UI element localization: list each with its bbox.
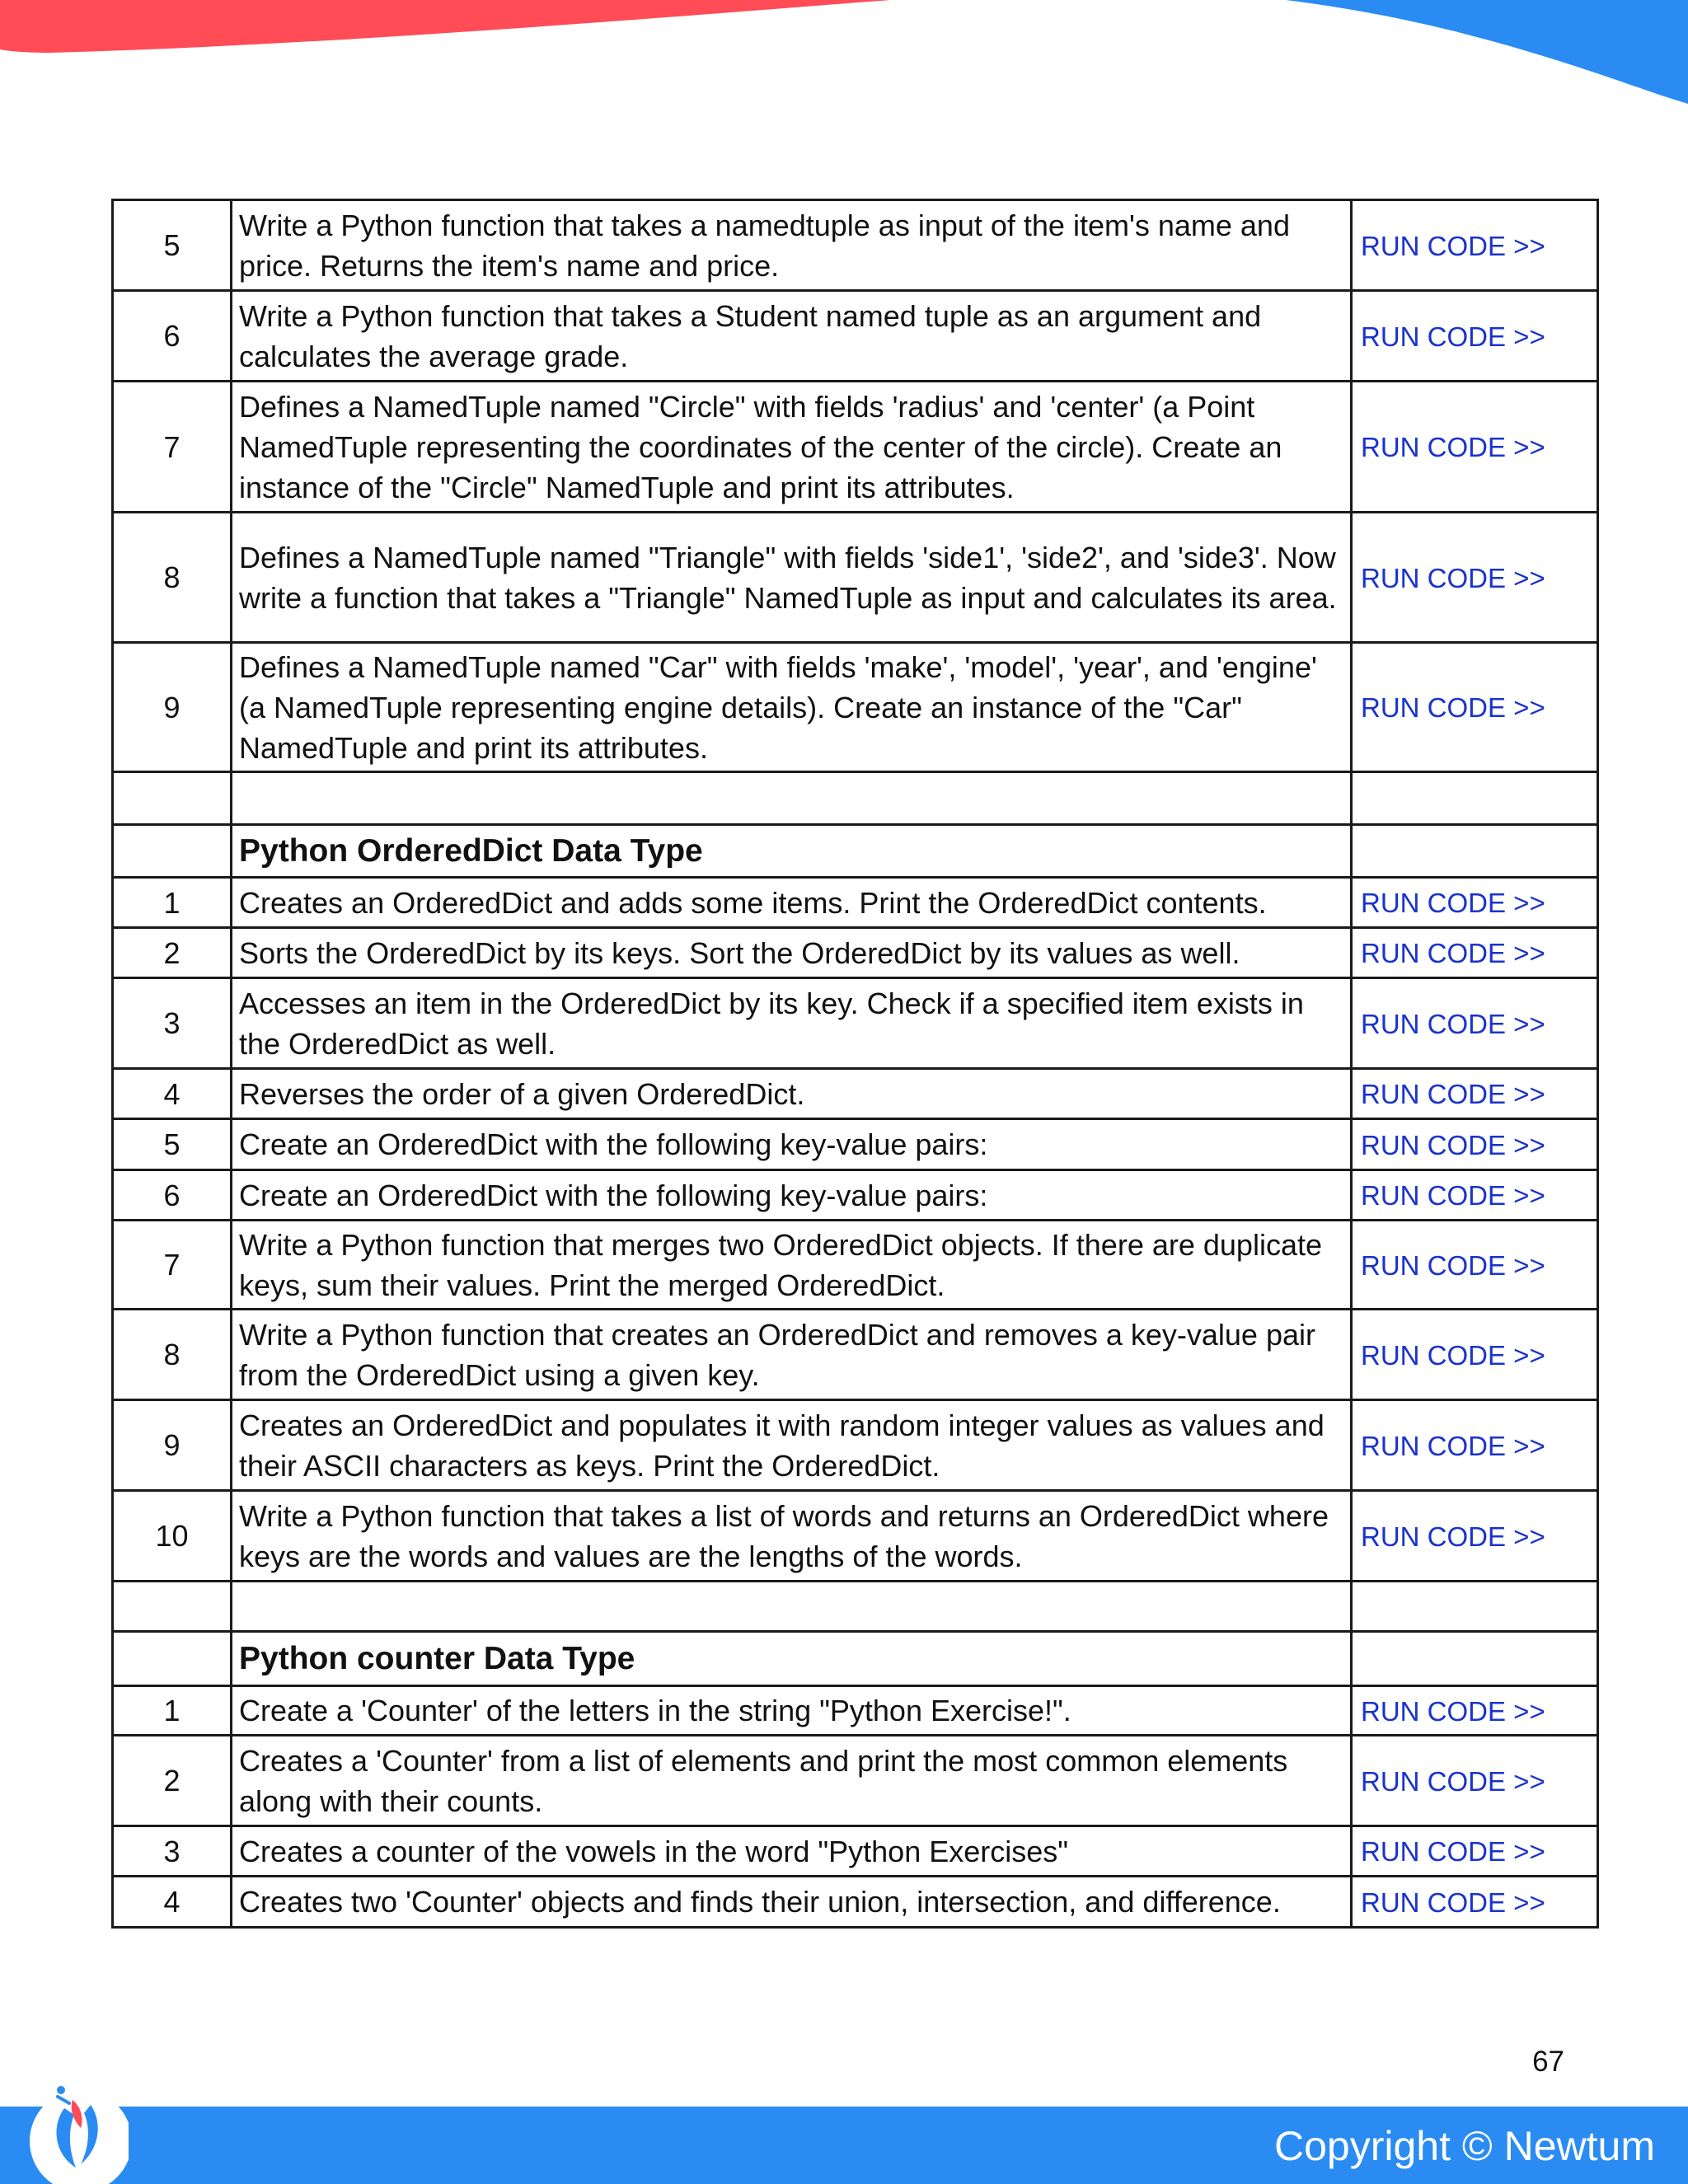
exercise-number: 1 bbox=[113, 1686, 232, 1736]
exercise-description: Accesses an item in the OrderedDict by its key. Check if a specified item exists in the OrderedDict as well. bbox=[232, 978, 1352, 1069]
table-row bbox=[113, 1686, 1598, 1736]
run-code-link[interactable]: RUN CODE >> bbox=[1361, 562, 1545, 593]
exercise-number: 7 bbox=[113, 1221, 232, 1310]
exercise-description: Write a Python function that merges two OrderedDict objects. If there are duplicate keys, sum their values. Print the merged OrderedDict. bbox=[232, 1221, 1352, 1310]
run-code-link[interactable]: RUN CODE >> bbox=[1361, 1695, 1545, 1727]
exercise-description: Sorts the OrderedDict by its keys. Sort the OrderedDict by its values as well. bbox=[232, 928, 1352, 978]
run-code-link[interactable]: RUN CODE >> bbox=[1361, 230, 1545, 261]
exercise-number: 1 bbox=[113, 878, 232, 928]
table-row bbox=[113, 1310, 1598, 1400]
exercise-description: Write a Python function that takes a namedtuple as input of the item's name and price. Returns the item's name and price. bbox=[232, 200, 1352, 291]
table-row bbox=[113, 382, 1598, 513]
run-code-link[interactable]: RUN CODE >> bbox=[1361, 1008, 1545, 1039]
table-row bbox=[113, 928, 1598, 978]
exercise-description: Defines a NamedTuple named "Circle" with fields 'radius' and 'center' (a Point NamedTuple representing the coordinates of the center of the circle). Create an instance of the "Circle" NamedTuple and print its attributes. bbox=[232, 382, 1352, 513]
exercise-number: 4 bbox=[113, 1069, 232, 1119]
top-wave-decoration bbox=[0, 0, 1688, 107]
section-heading: Python counter Data Type bbox=[232, 1632, 1352, 1686]
exercise-number: 2 bbox=[113, 928, 232, 978]
run-code-link[interactable]: RUN CODE >> bbox=[1361, 1249, 1545, 1281]
exercise-description: Reverses the order of a given OrderedDict. bbox=[232, 1069, 1352, 1119]
run-code-link[interactable]: RUN CODE >> bbox=[1361, 1339, 1545, 1371]
exercise-number: 4 bbox=[113, 1877, 232, 1928]
table-row bbox=[113, 643, 1598, 772]
run-code-link[interactable]: RUN CODE >> bbox=[1361, 432, 1545, 462]
table-row bbox=[113, 1170, 1598, 1221]
exercise-table bbox=[111, 199, 1599, 1929]
exercise-number: 2 bbox=[113, 1736, 232, 1826]
table-row bbox=[113, 1736, 1598, 1826]
exercise-number: 7 bbox=[113, 382, 232, 513]
exercise-description: Creates an OrderedDict and adds some items. Print the OrderedDict contents. bbox=[232, 878, 1352, 928]
exercise-number: 8 bbox=[113, 513, 232, 643]
run-code-link[interactable]: RUN CODE >> bbox=[1361, 1129, 1545, 1160]
table-row bbox=[113, 291, 1598, 382]
exercise-description: Write a Python function that takes a Student named tuple as an argument and calculates the average grade. bbox=[232, 291, 1352, 382]
exercise-number: 9 bbox=[113, 1400, 232, 1491]
top-wave-red bbox=[0, 0, 890, 53]
section-heading-row bbox=[113, 825, 1598, 878]
empty-row bbox=[113, 772, 1598, 825]
run-code-link[interactable]: RUN CODE >> bbox=[1361, 1180, 1545, 1211]
exercise-number: 10 bbox=[113, 1491, 232, 1582]
run-code-link[interactable]: RUN CODE >> bbox=[1361, 1765, 1545, 1797]
run-code-link[interactable]: RUN CODE >> bbox=[1361, 1430, 1545, 1461]
table-row bbox=[113, 1491, 1598, 1582]
exercise-description: Create a 'Counter' of the letters in the string "Python Exercise!". bbox=[232, 1686, 1352, 1736]
exercise-description: Creates a 'Counter' from a list of elements and print the most common elements along with their counts. bbox=[232, 1736, 1352, 1826]
section-heading-row bbox=[113, 1632, 1598, 1686]
exercise-description: Write a Python function that takes a list of words and returns an OrderedDict where keys are the words and values are the lengths of the words. bbox=[232, 1491, 1352, 1582]
run-code-link[interactable]: RUN CODE >> bbox=[1361, 888, 1545, 918]
exercise-number: 6 bbox=[113, 291, 232, 382]
copyright-text: Copyright © Newtum bbox=[1274, 2123, 1655, 2169]
exercise-number: 9 bbox=[113, 643, 232, 772]
table-row bbox=[113, 1069, 1598, 1119]
top-wave-blue bbox=[1286, 0, 1688, 104]
exercise-description: Creates a counter of the vowels in the word "Python Exercises" bbox=[232, 1826, 1352, 1877]
run-code-link[interactable]: RUN CODE >> bbox=[1361, 938, 1545, 968]
exercise-description: Write a Python function that creates an OrderedDict and removes a key-value pair from the OrderedDict using a given key. bbox=[232, 1310, 1352, 1400]
table-row bbox=[113, 200, 1598, 291]
run-code-link[interactable]: RUN CODE >> bbox=[1361, 1836, 1545, 1867]
section-heading: Python OrderedDict Data Type bbox=[232, 825, 1352, 878]
table-row bbox=[113, 878, 1598, 928]
table-row bbox=[113, 1877, 1598, 1928]
exercise-number: 3 bbox=[113, 978, 232, 1069]
run-code-link[interactable]: RUN CODE >> bbox=[1361, 1079, 1545, 1109]
table-row bbox=[113, 1221, 1598, 1310]
run-code-link[interactable]: RUN CODE >> bbox=[1361, 1886, 1545, 1918]
table-row bbox=[113, 1826, 1598, 1877]
exercise-description: Create an OrderedDict with the following key-value pairs: bbox=[232, 1119, 1352, 1170]
page-number: 67 bbox=[1532, 2046, 1564, 2078]
exercise-number: 8 bbox=[113, 1310, 232, 1400]
exercise-description: Creates two 'Counter' objects and finds their union, intersection, and difference. bbox=[232, 1877, 1352, 1928]
exercise-description: Create an OrderedDict with the following key-value pairs: bbox=[232, 1170, 1352, 1221]
exercise-number: 6 bbox=[113, 1170, 232, 1221]
newtum-logo-icon bbox=[21, 2075, 129, 2184]
run-code-link[interactable]: RUN CODE >> bbox=[1361, 321, 1545, 352]
exercise-number: 3 bbox=[113, 1826, 232, 1877]
table-row bbox=[113, 513, 1598, 643]
exercise-number: 5 bbox=[113, 1119, 232, 1170]
table-row bbox=[113, 1119, 1598, 1170]
run-code-link[interactable]: RUN CODE >> bbox=[1361, 692, 1545, 723]
empty-row bbox=[113, 1582, 1598, 1632]
run-code-link[interactable]: RUN CODE >> bbox=[1361, 1521, 1545, 1552]
exercise-description: Defines a NamedTuple named "Triangle" with fields 'side1', 'side2', and 'side3'. Now write a function that takes a "Triangle" NamedTuple as input and calculates its area. bbox=[232, 513, 1352, 643]
exercise-description: Defines a NamedTuple named "Car" with fields 'make', 'model', 'year', and 'engine' (a NamedTuple representing engine details). Create an instance of the "Car" NamedTuple and print its attributes. bbox=[232, 643, 1352, 772]
exercise-number: 5 bbox=[113, 200, 232, 291]
exercise-description: Creates an OrderedDict and populates it with random integer values as values and their ASCII characters as keys. Print the OrderedDict. bbox=[232, 1400, 1352, 1491]
table-row bbox=[113, 978, 1598, 1069]
table-row bbox=[113, 1400, 1598, 1491]
